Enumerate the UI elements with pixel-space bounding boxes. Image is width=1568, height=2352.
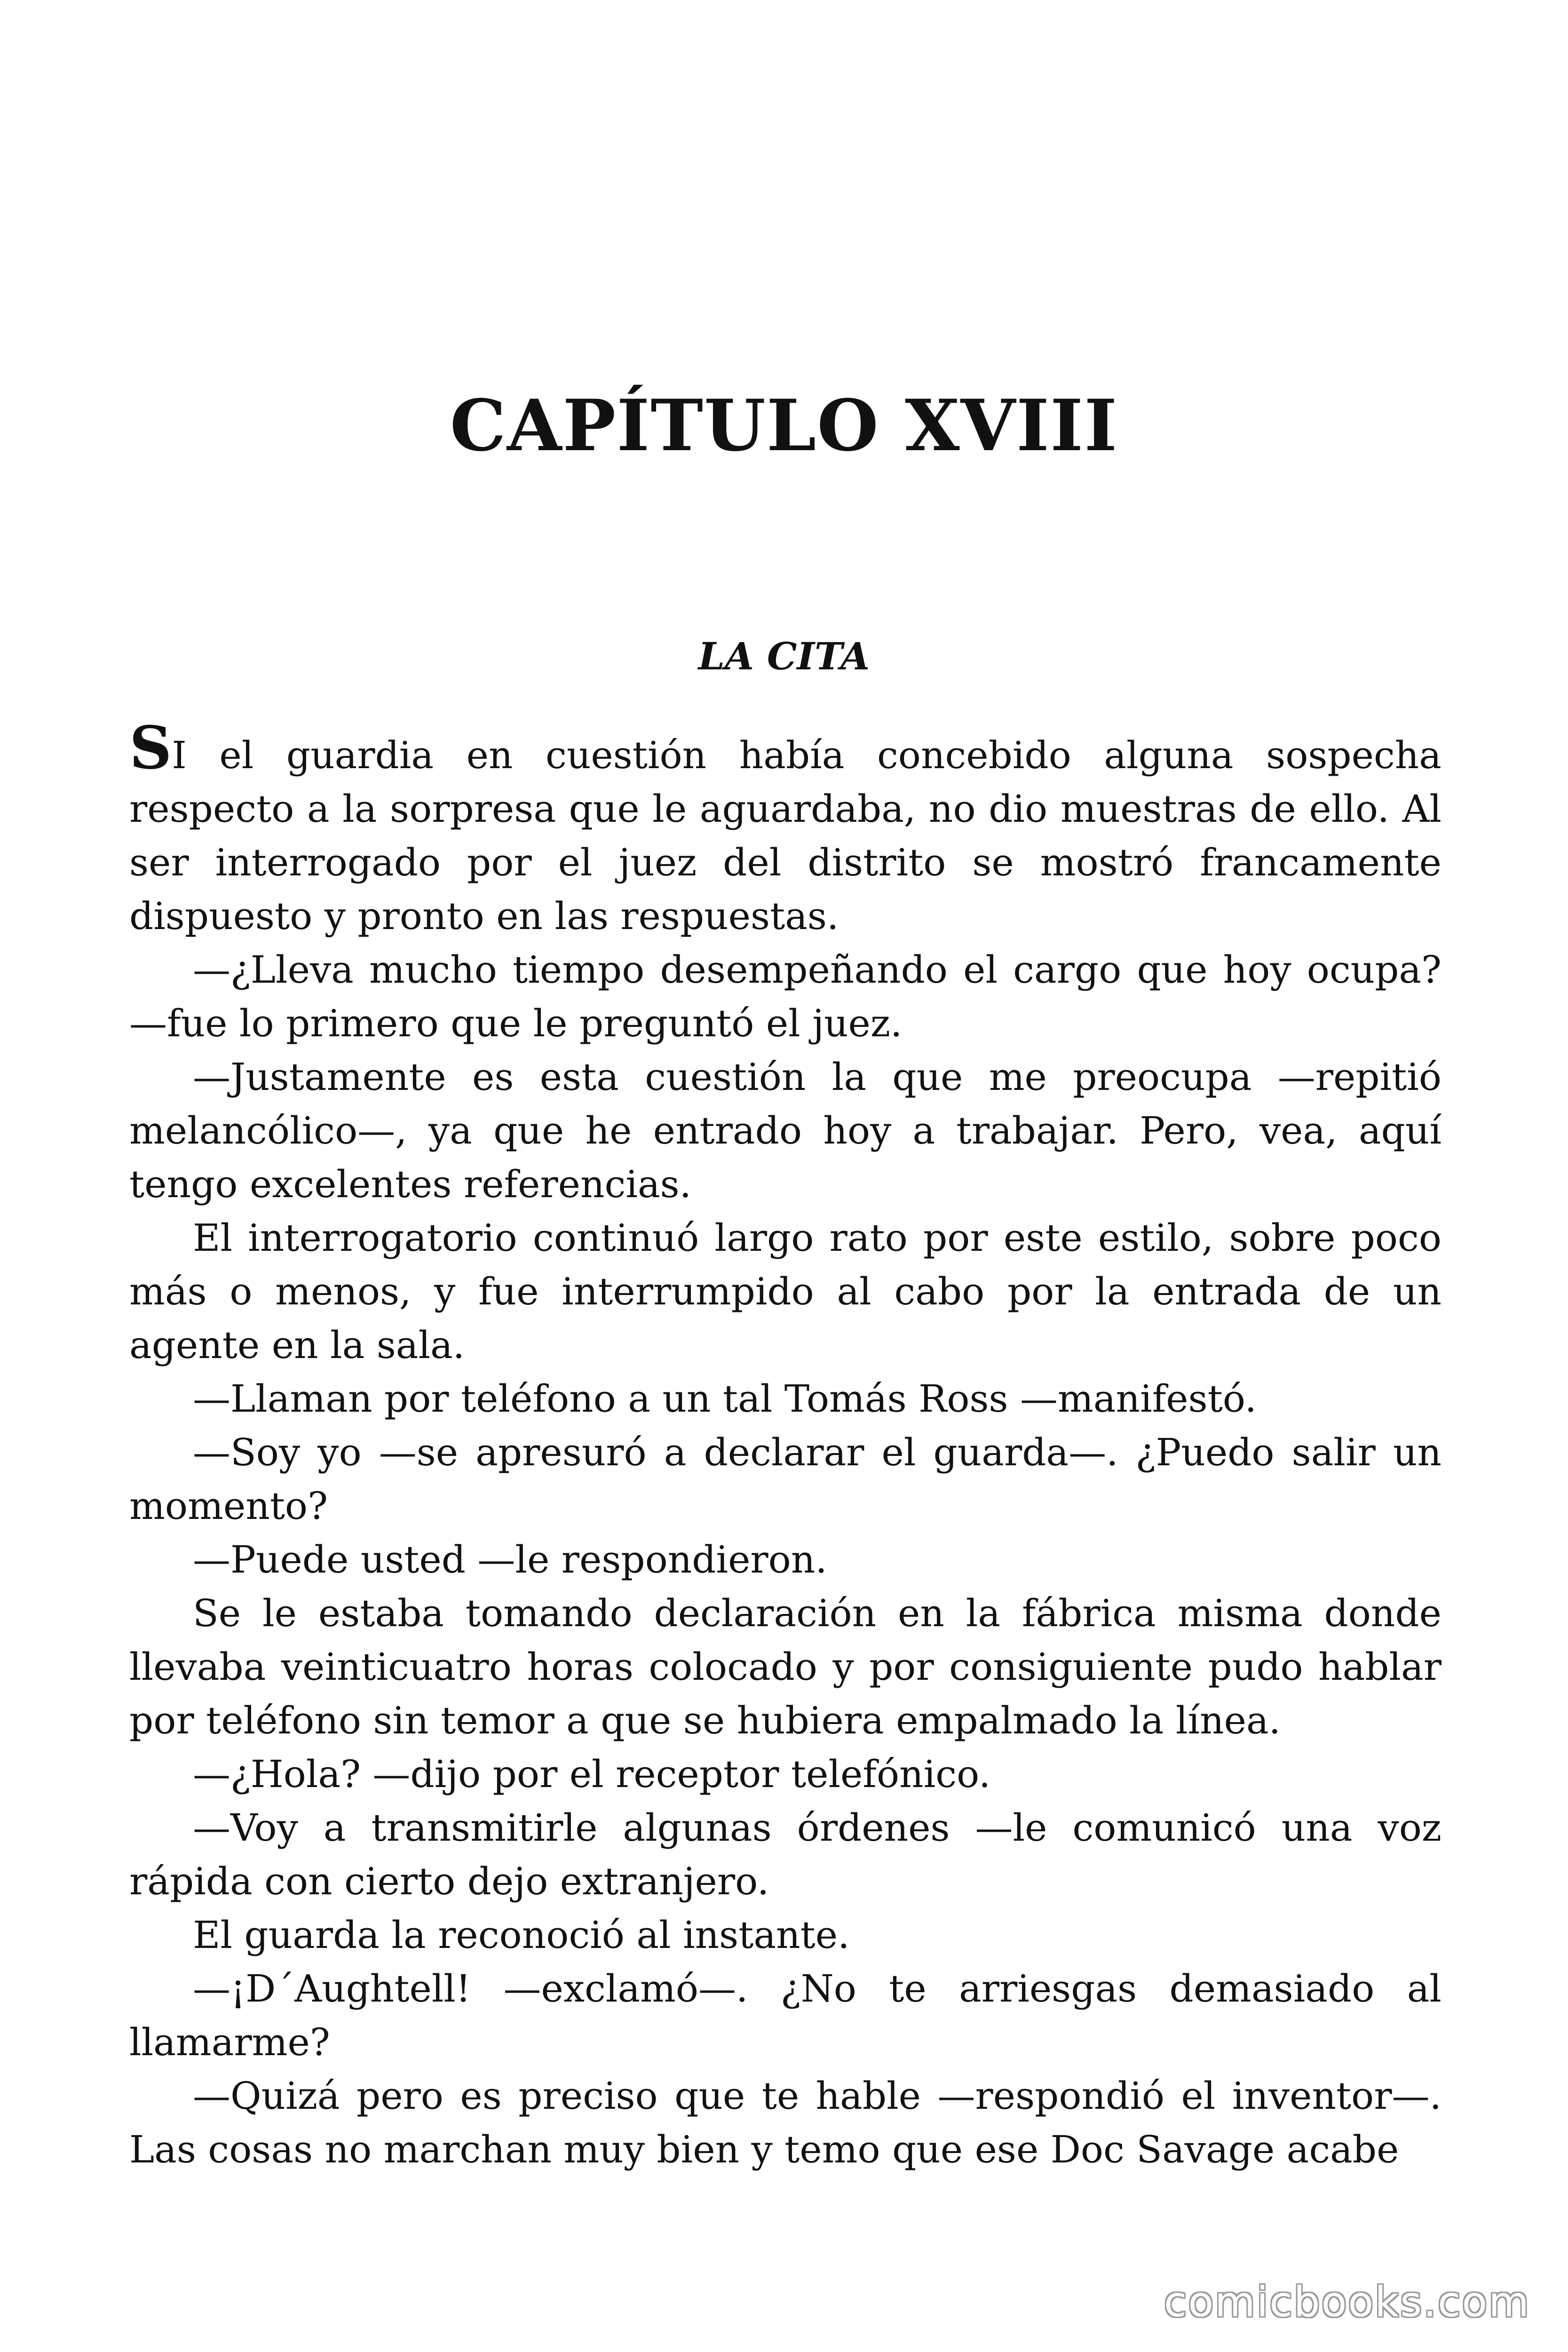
paragraph-9: —Voy a transmitirle algunas órdenes —le comunicó una voz rápida con cierto dejo extranjero. [129, 1806, 1441, 1903]
paragraph-2: —Justamente es esta cuestión la que me preocupa —repitió melancólico—, ya que he entrado hoy a trabajar. Pero, vea, aquí tengo excelentes referencias. [129, 1055, 1441, 1206]
body-text [129, 714, 1441, 2177]
paragraph-11: —¡D´Aughtell! —exclamó—. ¿No te arriesgas demasiado al llamarme? [129, 1967, 1441, 2064]
first-paragraph [129, 714, 1441, 943]
paragraph-4: —Llaman por teléfono a un tal Tomás Ross —manifestó. [193, 1377, 1257, 1421]
paragraph-5: —Soy yo —se apresuró a declarar el guarda—. ¿Puedo salir un momento? [129, 1430, 1441, 1528]
chapter-title: CAPÍTULO XVIII [450, 384, 1118, 467]
first-paragraph-text: I el guardia en cuestión había concebido alguna sospecha respecto a la sorpresa que le aguardaba, no dio muestras de ello. Al ser interrogado por el juez del distrito se mostró francamente dispuesto y pronto en las respuestas. [129, 733, 1441, 938]
paragraph-1: —¿Lleva mucho tiempo desempeñando el cargo que hoy ocupa? —fue lo primero que le preguntó el juez. [129, 948, 1441, 1045]
watermark: comicbooks.com [1164, 2278, 1530, 2326]
section-title: LA CITA [698, 634, 870, 678]
paragraph-7: Se le estaba tomando declaración en la fábrica misma donde llevaba veinticuatro horas colocado y por consiguiente pudo hablar por teléfono sin temor a que se hubiera empalmado la línea. [129, 1591, 1441, 1742]
paragraph-3: El interrogatorio continuó largo rato por este estilo, sobre poco más o menos, y fue interrumpido al cabo por la entrada de un agente en la sala. [129, 1216, 1441, 1367]
paragraph-8: —¿Hola? —dijo por el receptor telefónico. [193, 1752, 991, 1796]
drop-cap: S [129, 714, 172, 782]
paragraph-12: —Quizá pero es preciso que te hable —respondió el inventor—. Las cosas no marchan muy bien y temo que ese Doc Savage acabe [129, 2074, 1441, 2171]
paragraph-6: —Puede usted —le respondieron. [193, 1538, 827, 1581]
paragraph-10: El guarda la reconoció al instante. [193, 1913, 850, 1957]
